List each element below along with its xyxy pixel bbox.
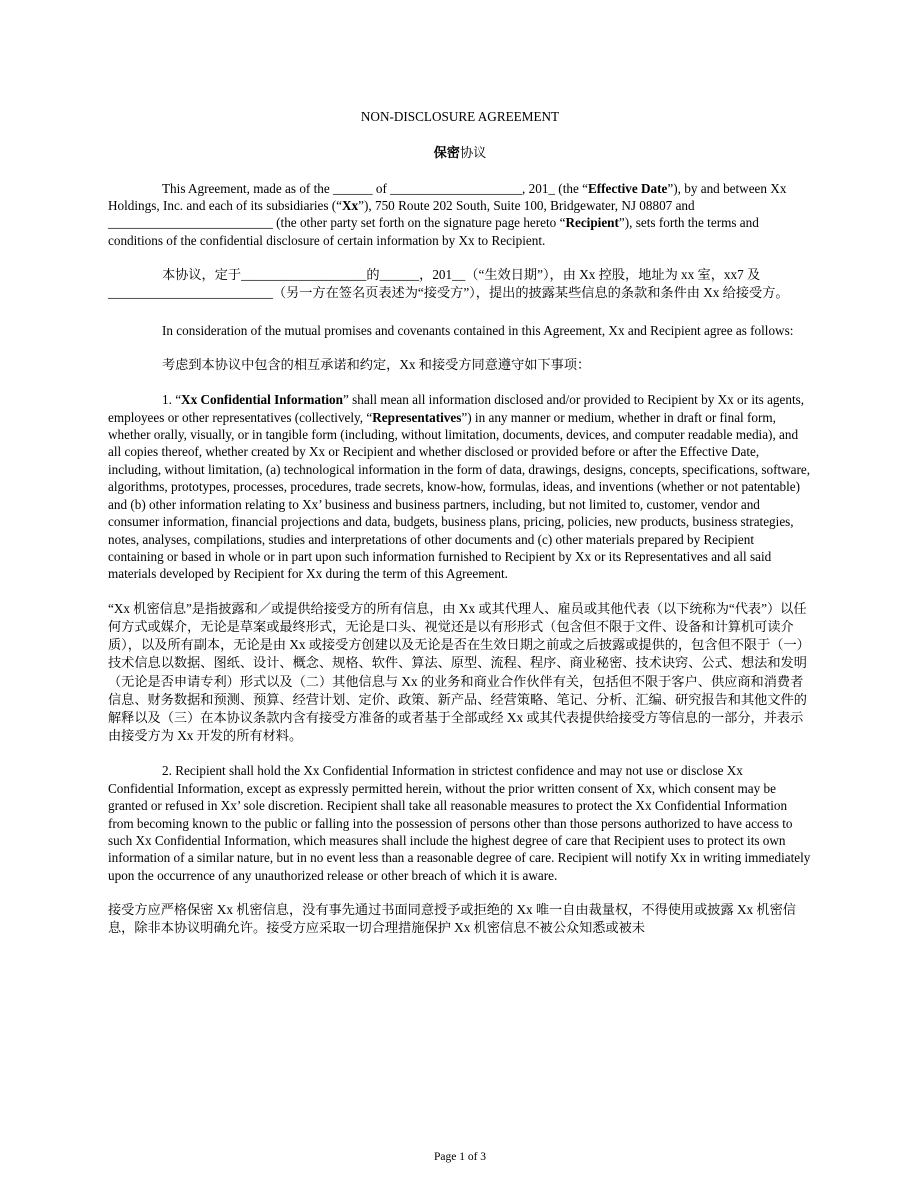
document-body bbox=[108, 108, 812, 938]
clause-1-zh: “Xx 机密信息”是指披露和／或提供给接受方的所有信息，由 Xx 或其代理人、雇员或其他代表（以下统称为“代表”）以任何方式或媒介，无论是草案或最终形式，无论是口头、视觉还是以有形形式（包含但不限于文件、设备和计算机可读介质），以及所有副本，无论是由 Xx 或接受方创建以及无论是否在生效日期之前或之后披露或提供的，包含但不限于（一）技术信息以数据、图纸、设计、概念、规格、软件、算法、原型、流程、程序、商业秘密、技术诀窍、公式、想法和发明（无论是否申请专利）形式以及（二）其他信息与 Xx 的业务和商业合作伙伴有关，包括但不限于客户、供应商和消费者信息、财务数据和预测、预算、经营计划、定价、政策、新产品、经营策略、笔记、分析、汇编、研究报告和其他文件的解释以及（三）在本协议条款内含有接受方准备的或者基于全部或经 Xx 或其代表提供给接受方等信息的一部分，并表示由接受方为 Xx 开发的所有材料。 bbox=[108, 600, 810, 744]
clause-text: 1. “ bbox=[162, 392, 182, 408]
intro-text: ”), 750 Route 202 South, Suite 100, Bridgewater, NJ 08807 and _________________________ (the other party set forth on the signature page hereto “ bbox=[108, 198, 695, 231]
intro-text: ”), sets forth the terms and conditions of the confidential disclosure of certain information by Xx to Recipient. bbox=[108, 215, 759, 248]
intro-paragraph-zh: 本协议，定于___________________的______，201__（“生效日期”），由 Xx 控股，地址为 xx 室，xx7 及_________________________（另一方在签名页表述为“接受方”），提出的披露某些信息的条款和条件由 Xx 给接受方。 bbox=[108, 267, 789, 301]
effective-date-term: Effective Date bbox=[587, 180, 668, 196]
clause-1-en bbox=[108, 391, 812, 582]
intro-text: ”), by and between Xx Holdings, Inc. and each of its subsidiaries (“ bbox=[108, 180, 787, 214]
clause-2-en: 2. Recipient shall hold the Xx Confidential Information in strictest confidence and may not use or disclose Xx Confidential Information, except as expressly permitted herein, without the prior written consent of Xx, which consent may be granted or refused in Xx’ sole discretion. Recipient shall take all reasonable measures to protect the Xx Confidential Information from becoming known to the public or falling into the possession of persons other than those persons authorized to have access to such Xx Confidential Information, which measures shall include the highest degree of care that Recipient uses to protect its own information of a similar nature, but in no event less than a reasonable degree of care. Recipient will notify Xx in writing immediately upon the occurrence of any unauthorized release or other breach of which it is aware. bbox=[108, 763, 811, 883]
clause-text: ” shall mean all information disclosed and/or provided to Recipient by Xx or its agents, employees or other representatives (collectively, “ bbox=[108, 392, 805, 425]
recipient-term: Recipient bbox=[565, 215, 619, 231]
intro-paragraph-en bbox=[108, 180, 812, 250]
intro-text: This Agreement, made as of the ______ of ____________________, 201_ (the “ bbox=[162, 180, 588, 196]
page-number: Page 1 of 3 bbox=[433, 1151, 487, 1163]
document-subtitle-zh bbox=[108, 144, 812, 162]
xx-term: Xx bbox=[342, 198, 359, 214]
confidential-information-term: Xx Confidential Information bbox=[181, 392, 343, 408]
subtitle-rest-part: 协议 bbox=[460, 145, 487, 161]
consideration-paragraph-zh: 考虑到本协议中包含的相互承诺和约定，Xx 和接受方同意遵守如下事项： bbox=[162, 357, 591, 373]
document-title: NON-DISCLOSURE AGREEMENT bbox=[360, 109, 560, 124]
consideration-paragraph-en: In consideration of the mutual promises and covenants contained in this Agreement, Xx and Recipient agree as follows: bbox=[162, 322, 794, 338]
clause-2-zh: 接受方应严格保密 Xx 机密信息，没有事先通过书面同意授予或拒绝的 Xx 唯一自由裁量权，不得使用或披露 Xx 机密信息，除非本协议明确允许。接受方应采取一切合理措施保护 Xx 机密信息不被公众知悉或被未 bbox=[108, 902, 796, 936]
representatives-term: Representatives bbox=[372, 409, 462, 425]
clause-text: ”) in any manner or medium, whether in draft or final form, whether orally, visually, or in tangible form (including, without limitation, documents, devices, and computer readable media), and all copies thereof, whether created by Xx or Recipient and whether disclosed or provided before or after the Effective Date, including, without limitation, (a) technological information in the form of data, drawings, designs, concepts, specifications, software, algorithms, prototypes, processes, procedures, trade secrets, know-how, formulas, ideas, and inventions (whether or not patentable) and (b) other information relating to Xx’ business and business partners, including, but not limited to, customer, vendor and consumer information, financial projections and data, budgets, business plans, pricing, policies, new products, business strategies, notes, analyses, compilations, studies and interpretations of other documents and (c) other materials prepared by Recipient containing or based in whole or in part upon such information furnished to Recipient by Xx or its Representatives and all said materials developed by Recipient for Xx during the term of this Agreement. bbox=[108, 409, 811, 582]
subtitle-bold-part: 保密 bbox=[433, 145, 460, 161]
